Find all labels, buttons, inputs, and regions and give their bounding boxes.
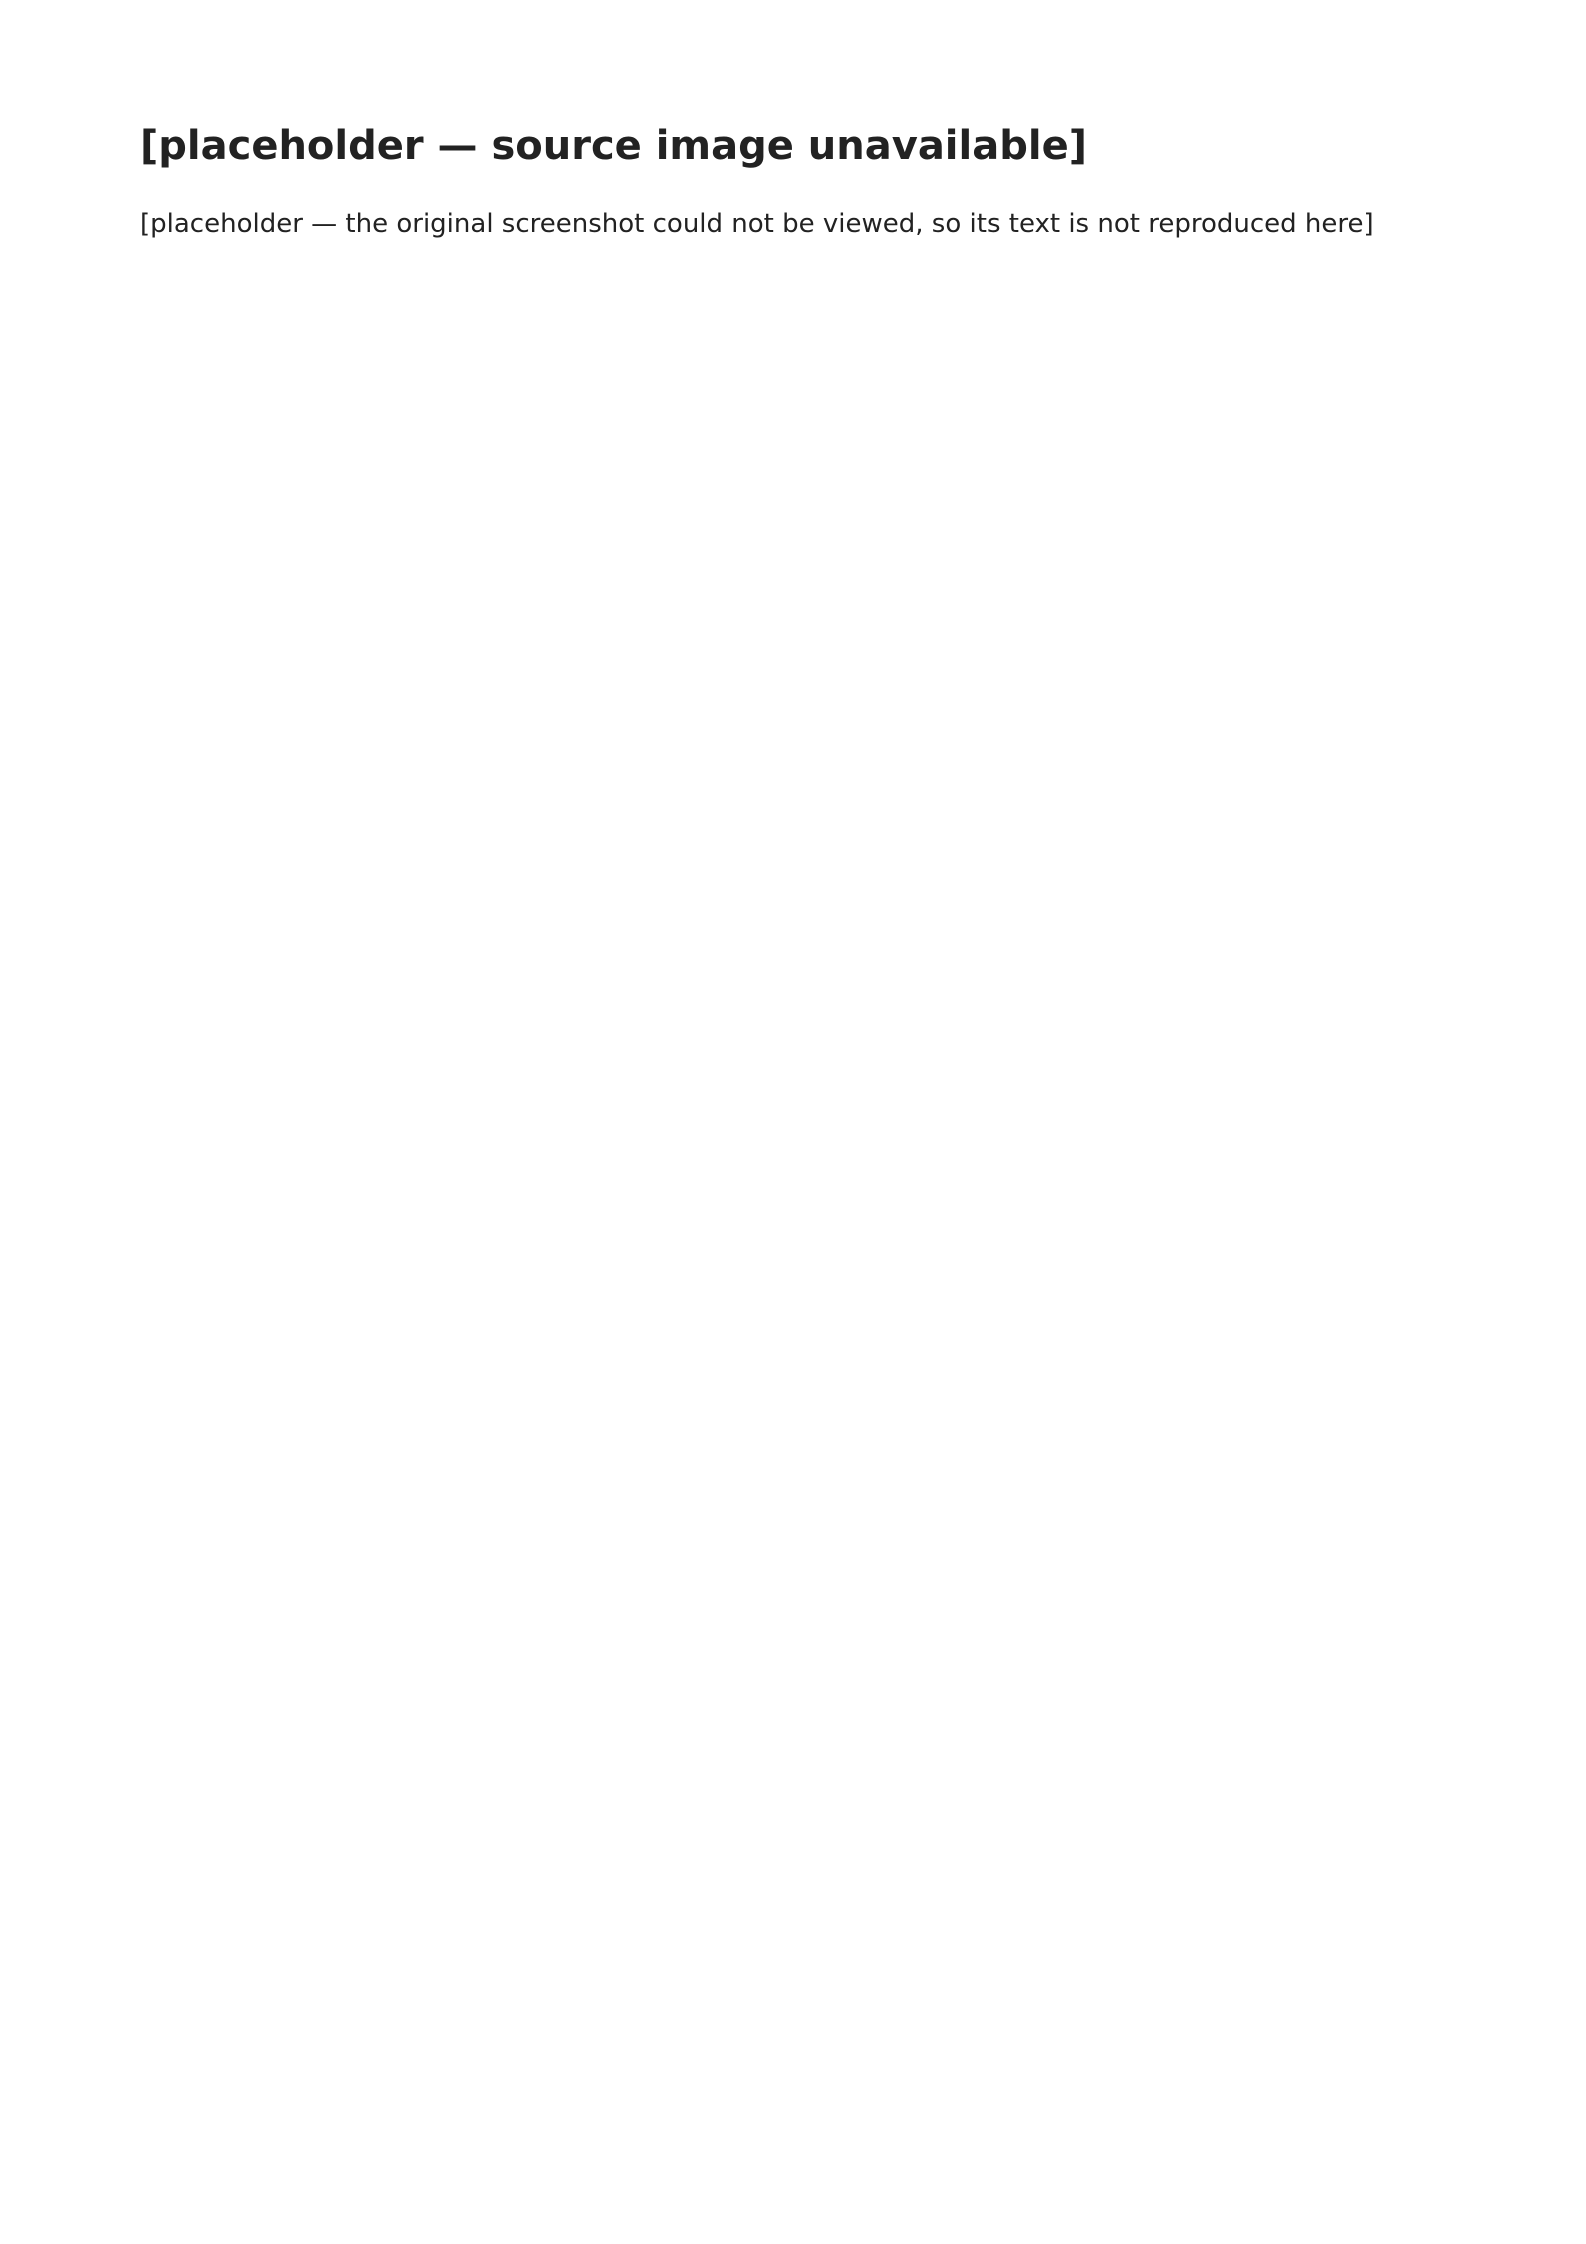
page-body: [placeholder — the original screenshot could not be viewed, so its text is not reproduced here] <box>140 209 1374 239</box>
page-title: [placeholder — source image unavailable] <box>140 123 1087 169</box>
